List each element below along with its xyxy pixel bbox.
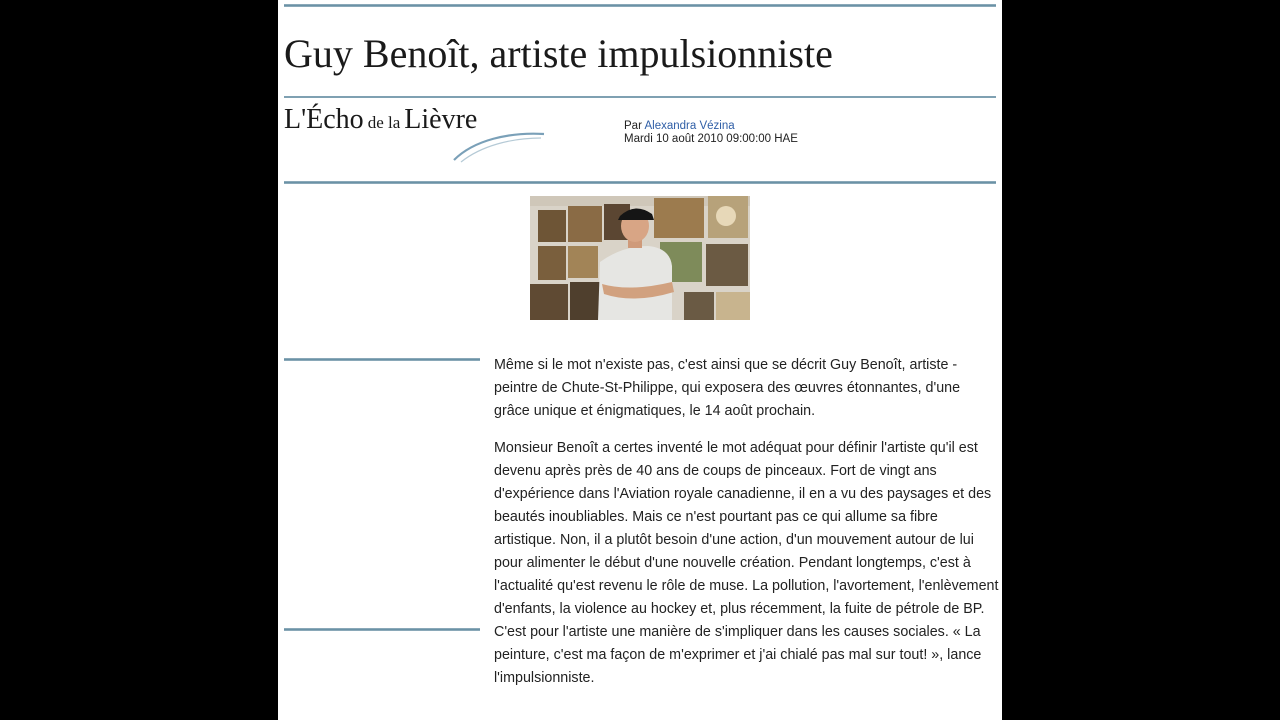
header-bottom-rule xyxy=(284,181,996,184)
top-rule xyxy=(284,4,996,7)
article-body xyxy=(494,354,999,704)
logo-word-echo: L'Écho xyxy=(284,104,364,135)
article-title: Guy Benoît, artiste impulsionniste xyxy=(284,31,833,76)
publish-date: Mardi 10 août 2010 09:00:00 HAE xyxy=(624,133,798,145)
logo-word-de-la: de la xyxy=(367,113,401,132)
article-paragraph-1: Même si le mot n'existe pas, c'est ainsi que se décrit Guy Benoît, artiste -peintre de Chute-St-Philippe, qui exposera des œuvres étonnantes, d'une grâce unique et énigmatiques, le 14 août prochain. xyxy=(494,357,961,419)
title-rule xyxy=(284,96,996,98)
sidebar-rule-top xyxy=(284,358,480,361)
author-link[interactable]: Alexandra Vézina xyxy=(644,120,735,132)
logo-swoosh-icon xyxy=(449,126,549,166)
logo-word-lievre: Lièvre xyxy=(404,104,478,135)
article-page xyxy=(278,0,1002,720)
byline-prefix: Par xyxy=(624,120,645,132)
newspaper-logo[interactable] xyxy=(284,104,554,166)
sidebar-rule-bottom xyxy=(284,628,480,631)
article-paragraph-2: Monsieur Benoît a certes inventé le mot adéquat pour définir l'artiste qu'il est devenu après près de 40 ans de coups de pinceaux. Fort de vingt ans d'expérience dans l'Aviation royale canadienne, il en a vu des paysages et des beautés inoubliables. Mais ce n'est pourtant pas ce qui allume sa fibre artistique. Non, il a plutôt besoin d'une action, d'un mouvement autour de lui pour alimenter le début d'une nouvelle création. Pendant longtemps, c'est à l'actualité qu'est revenu le rôle de muse. La pollution, l'avortement, l'enlèvement d'enfants, la violence au hockey et, plus récemment, la fuite de pétrole de BP. C'est pour l'artiste une manière de s'impliquer dans les causes sociales. « La peinture, c'est ma façon de m'exprimer et j'ai chialé pas mal sur tout! », lance l'impulsionniste. xyxy=(494,440,999,686)
artist-photo[interactable] xyxy=(530,196,750,320)
byline xyxy=(624,120,798,146)
